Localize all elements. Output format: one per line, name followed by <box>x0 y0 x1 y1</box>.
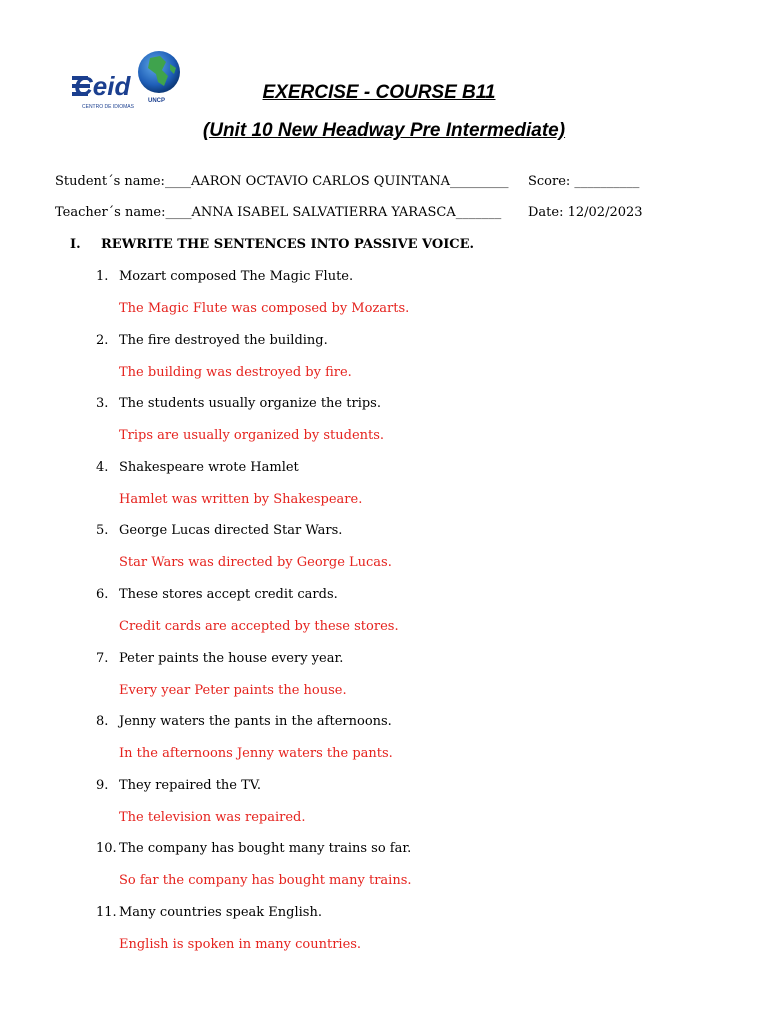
answer-text: The Magic Flute was composed by Mozarts. <box>119 301 410 316</box>
question-number: 10. <box>96 841 117 857</box>
question-item <box>96 269 353 284</box>
question-item <box>96 841 411 856</box>
question-number: 2. <box>96 332 109 348</box>
question-item <box>96 587 338 602</box>
question-item <box>96 333 328 348</box>
question-item <box>96 651 343 666</box>
question-number: 8. <box>96 714 109 730</box>
question-number: 9. <box>96 777 109 793</box>
answer-text: Star Wars was directed by George Lucas. <box>119 555 392 571</box>
question-number: 11. <box>96 905 117 920</box>
answer-text: Hamlet was written by Shakespeare. <box>119 491 363 507</box>
student-name-line: Student´s name:____AARON OCTAVIO CARLOS QUINTANA_________ <box>55 174 509 189</box>
answer-text: The building was destroyed by fire. <box>119 364 352 380</box>
question-text: Jenny waters the pants in the afternoons. <box>119 714 392 730</box>
question-item <box>96 460 299 475</box>
page-subtitle: (Unit 10 New Headway Pre Intermediate) <box>202 120 566 141</box>
question-text: George Lucas directed Star Wars. <box>119 523 343 539</box>
score-line: Score: __________ <box>528 174 640 189</box>
question-item <box>96 523 342 538</box>
question-text: Many countries speak English. <box>119 905 322 920</box>
question-item <box>96 714 392 729</box>
answer-text: So far the company has bought many trains. <box>119 873 412 889</box>
question-text: The fire destroyed the building. <box>119 332 328 348</box>
question-number: 1. <box>96 269 109 284</box>
answer-text: In the afternoons Jenny waters the pants. <box>119 746 393 762</box>
question-text: These stores accept credit cards. <box>119 587 338 602</box>
question-item <box>96 905 322 920</box>
question-number: 5. <box>96 523 109 539</box>
section-heading <box>70 237 474 252</box>
question-text: Mozart composed The Magic Flute. <box>119 269 354 284</box>
question-number: 6. <box>96 587 109 602</box>
question-text: Shakespeare wrote Hamlet <box>119 459 299 475</box>
question-number: 7. <box>96 650 109 666</box>
date-line: Date: 12/02/2023 <box>528 205 643 220</box>
teacher-name-line: Teacher´s name:____ANNA ISABEL SALVATIERRA YARASCA_______ <box>55 205 502 220</box>
question-item <box>96 778 261 793</box>
question-text: The students usually organize the trips. <box>119 396 381 412</box>
question-number: 3. <box>96 396 109 412</box>
answer-text: Every year Peter paints the house. <box>119 682 347 698</box>
question-text: They repaired the TV. <box>119 777 262 793</box>
section-number: I. <box>70 237 81 252</box>
question-number: 4. <box>96 459 109 475</box>
svg-text:CENTRO DE IDIOMAS: CENTRO DE IDIOMAS <box>82 104 134 110</box>
page-title: EXERCISE - COURSE B11 <box>262 82 496 103</box>
logo-wordmark: Ceid <box>74 71 131 101</box>
answer-text: English is spoken in many countries. <box>119 937 362 952</box>
question-text: The company has bought many trains so far. <box>119 841 412 857</box>
section-title: REWRITE THE SENTENCES INTO PASSIVE VOICE. <box>101 237 475 252</box>
svg-text:UNCP: UNCP <box>148 98 166 104</box>
answer-text: The television was repaired. <box>119 809 306 825</box>
question-item <box>96 396 381 411</box>
question-text: Peter paints the house every year. <box>119 650 344 666</box>
answer-text: Credit cards are accepted by these stores. <box>119 619 399 634</box>
answer-text: Trips are usually organized by students. <box>119 428 385 444</box>
